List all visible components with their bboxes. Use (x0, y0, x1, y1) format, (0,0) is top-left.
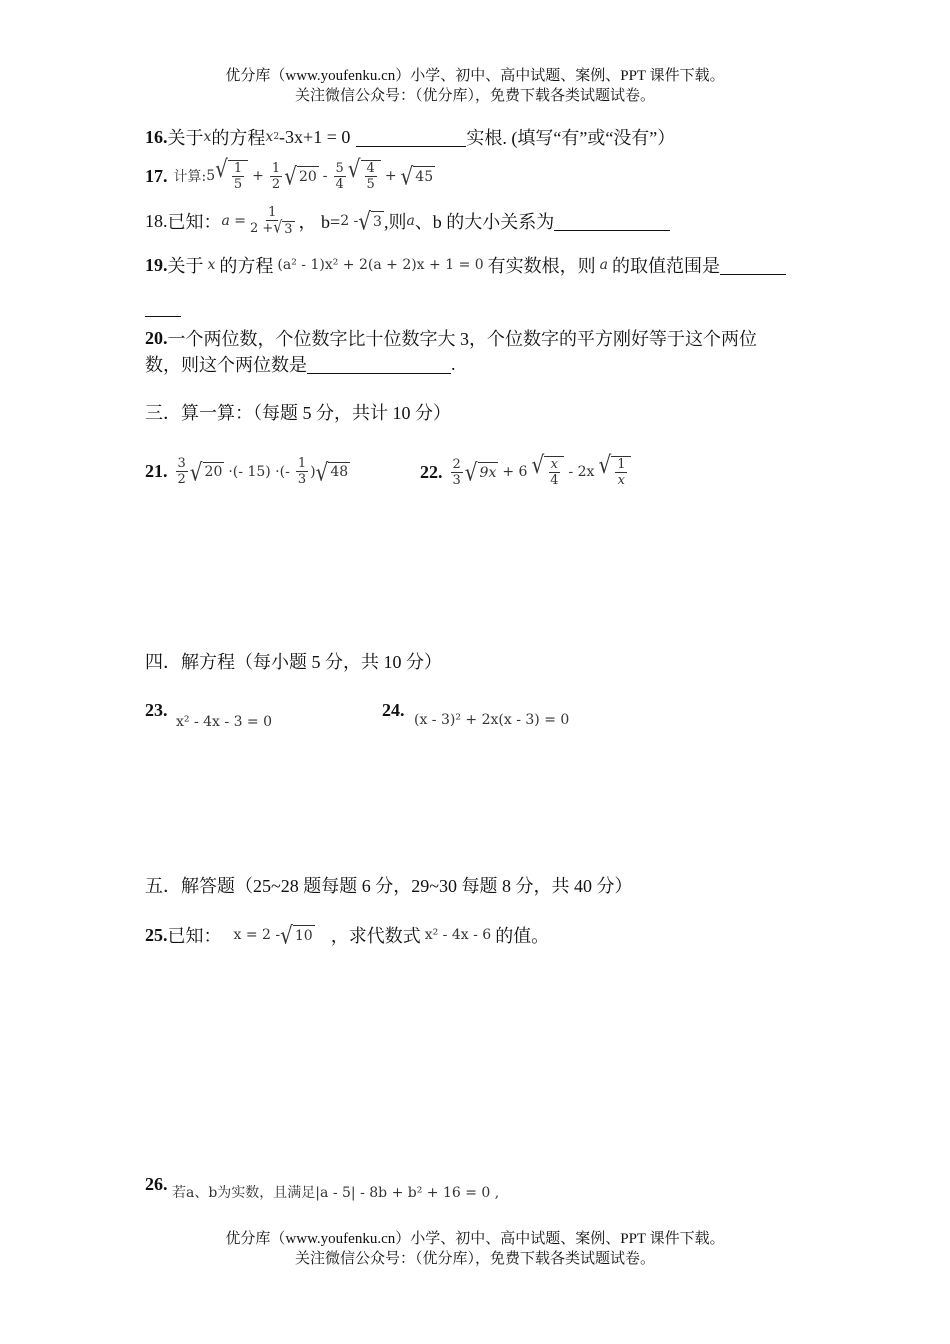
section-3-title: 三．算一算：（每题 5 分，共计 10 分） (145, 403, 451, 423)
question-19 (145, 252, 786, 278)
question-24-equation (414, 712, 569, 728)
question-20-line-1 (145, 325, 757, 351)
equation: x² - 4x - 3 = 0 (176, 714, 273, 730)
expression: x² - 4x - 6 (424, 927, 492, 943)
section-5-title: 五．解答题（25~28 题每题 6 分，29~30 每题 8 分，共 40 分） (145, 876, 633, 896)
answer-blank[interactable] (307, 355, 451, 374)
question-number: 20. (145, 327, 168, 348)
page-header (0, 66, 950, 106)
question-number: 25. (145, 924, 168, 945)
question-26-text (172, 1182, 499, 1202)
page-footer (0, 1229, 950, 1269)
variable-a: a (599, 257, 609, 273)
equation: (x - 3)² + 2x(x - 3) = 0 (414, 712, 570, 728)
x-definition: x = 2 - √ 10 (233, 920, 313, 950)
question-text: 的方程 (219, 256, 274, 276)
question-number: 23. (145, 700, 168, 720)
question-text: 已知： (167, 212, 222, 232)
question-number: 22. (420, 461, 443, 482)
equation-rest: -3x+1 = 0 (279, 126, 351, 147)
answer-blank[interactable] (145, 298, 181, 317)
question-text: 的值。 (495, 926, 550, 946)
question-text: 一个两位数，个位数字比十位数字大 3，个位数字的平方刚好等于这个两位 (167, 329, 757, 349)
question-24 (382, 700, 405, 721)
question-text: 关于 (167, 128, 204, 148)
question-number: 26. (145, 1174, 168, 1194)
footer-line-1: 优分库（www.youfenku.cn）小学、初中、高中试题、案例、PPT 课件下载。 (225, 1231, 725, 1247)
question-23 (145, 700, 168, 721)
question-25 (145, 922, 549, 948)
question-text: 数，则这个两位数是 (145, 355, 307, 375)
question-23-equation (176, 714, 272, 730)
equation-x-squared: x 2 (265, 129, 280, 145)
question-text: ，求代数式 (330, 926, 421, 946)
question-number: 19. (145, 254, 168, 275)
variable-a: a (406, 213, 415, 229)
question-number: 18. (145, 210, 168, 231)
expression: 5 √ $\frac{1}{5}$ + $\frac{1}{2}$ √ 20 - $\frac{5}{4}$ √ $\frac{4}{5}$ + √ 45 (206, 154, 434, 192)
question-text: ， b= (298, 212, 341, 232)
question-number: 16. (145, 126, 168, 147)
header-line-1: 优分库（www.youfenku.cn）小学、初中、高中试题、案例、PPT 课件下载。 (225, 68, 725, 84)
question-22 (420, 450, 631, 488)
section-4-title: 四．解方程（每小题 5 分，共 10 分） (145, 652, 442, 672)
question-18 (145, 205, 670, 237)
answer-blank[interactable] (720, 256, 786, 275)
question-number: 21. (145, 461, 168, 481)
header-line-2: 关注微信公众号：（优分库），免费下载各类试题试卷。 (294, 88, 655, 104)
expression: $\frac{2}{3}$ √ 9x + 6 √ $\frac{x}{4}$ - 2x √ $\frac{1}{x}$ (449, 456, 632, 488)
answer-blank[interactable] (554, 212, 670, 231)
calc-label: 计算: (173, 169, 207, 185)
question-21 (145, 456, 350, 487)
question-text: 关于 (167, 256, 204, 276)
question-16 (145, 124, 675, 150)
expression: $\frac{3}{2}$ √ 20 ·(- 15) ·(- $\frac{1}{3}$ ) √ 48 (177, 456, 349, 487)
question-text: 的取值范围是 (612, 256, 721, 276)
variable-x: x (203, 129, 212, 145)
answer-blank[interactable] (356, 128, 466, 147)
question-17 (145, 154, 435, 192)
answer-blank-continued (145, 298, 181, 317)
question-text: 、b 的大小关系为 (414, 212, 555, 232)
footer-line-2: 关注微信公众号：（优分库），免费下载各类试题试卷。 (294, 1251, 655, 1267)
question-text: ,则 (383, 212, 407, 232)
equation: (a² - 1)x² + 2(a + 2)x + 1 = 0 (277, 257, 484, 273)
question-26 (145, 1174, 168, 1195)
question-text: 实根. (填写“有”或“没有”） (466, 128, 676, 148)
condition: 若a、b为实数，且满足|a - 5| - 8b + b² + 16 = 0 , (172, 1185, 500, 1201)
question-text: 已知： (167, 926, 222, 946)
question-text: 有实数根，则 (487, 256, 596, 276)
question-text: 的方程 (211, 128, 266, 148)
question-number: 17. (145, 165, 168, 186)
variable-x: x (207, 257, 216, 273)
b-expression: 2 - √ 3 (340, 206, 382, 236)
question-number: 24. (382, 700, 405, 720)
a-definition: a = 1 2 + √ 3 (221, 205, 293, 238)
question-20-line-2: 数，则这个两位数是 . (145, 351, 456, 377)
